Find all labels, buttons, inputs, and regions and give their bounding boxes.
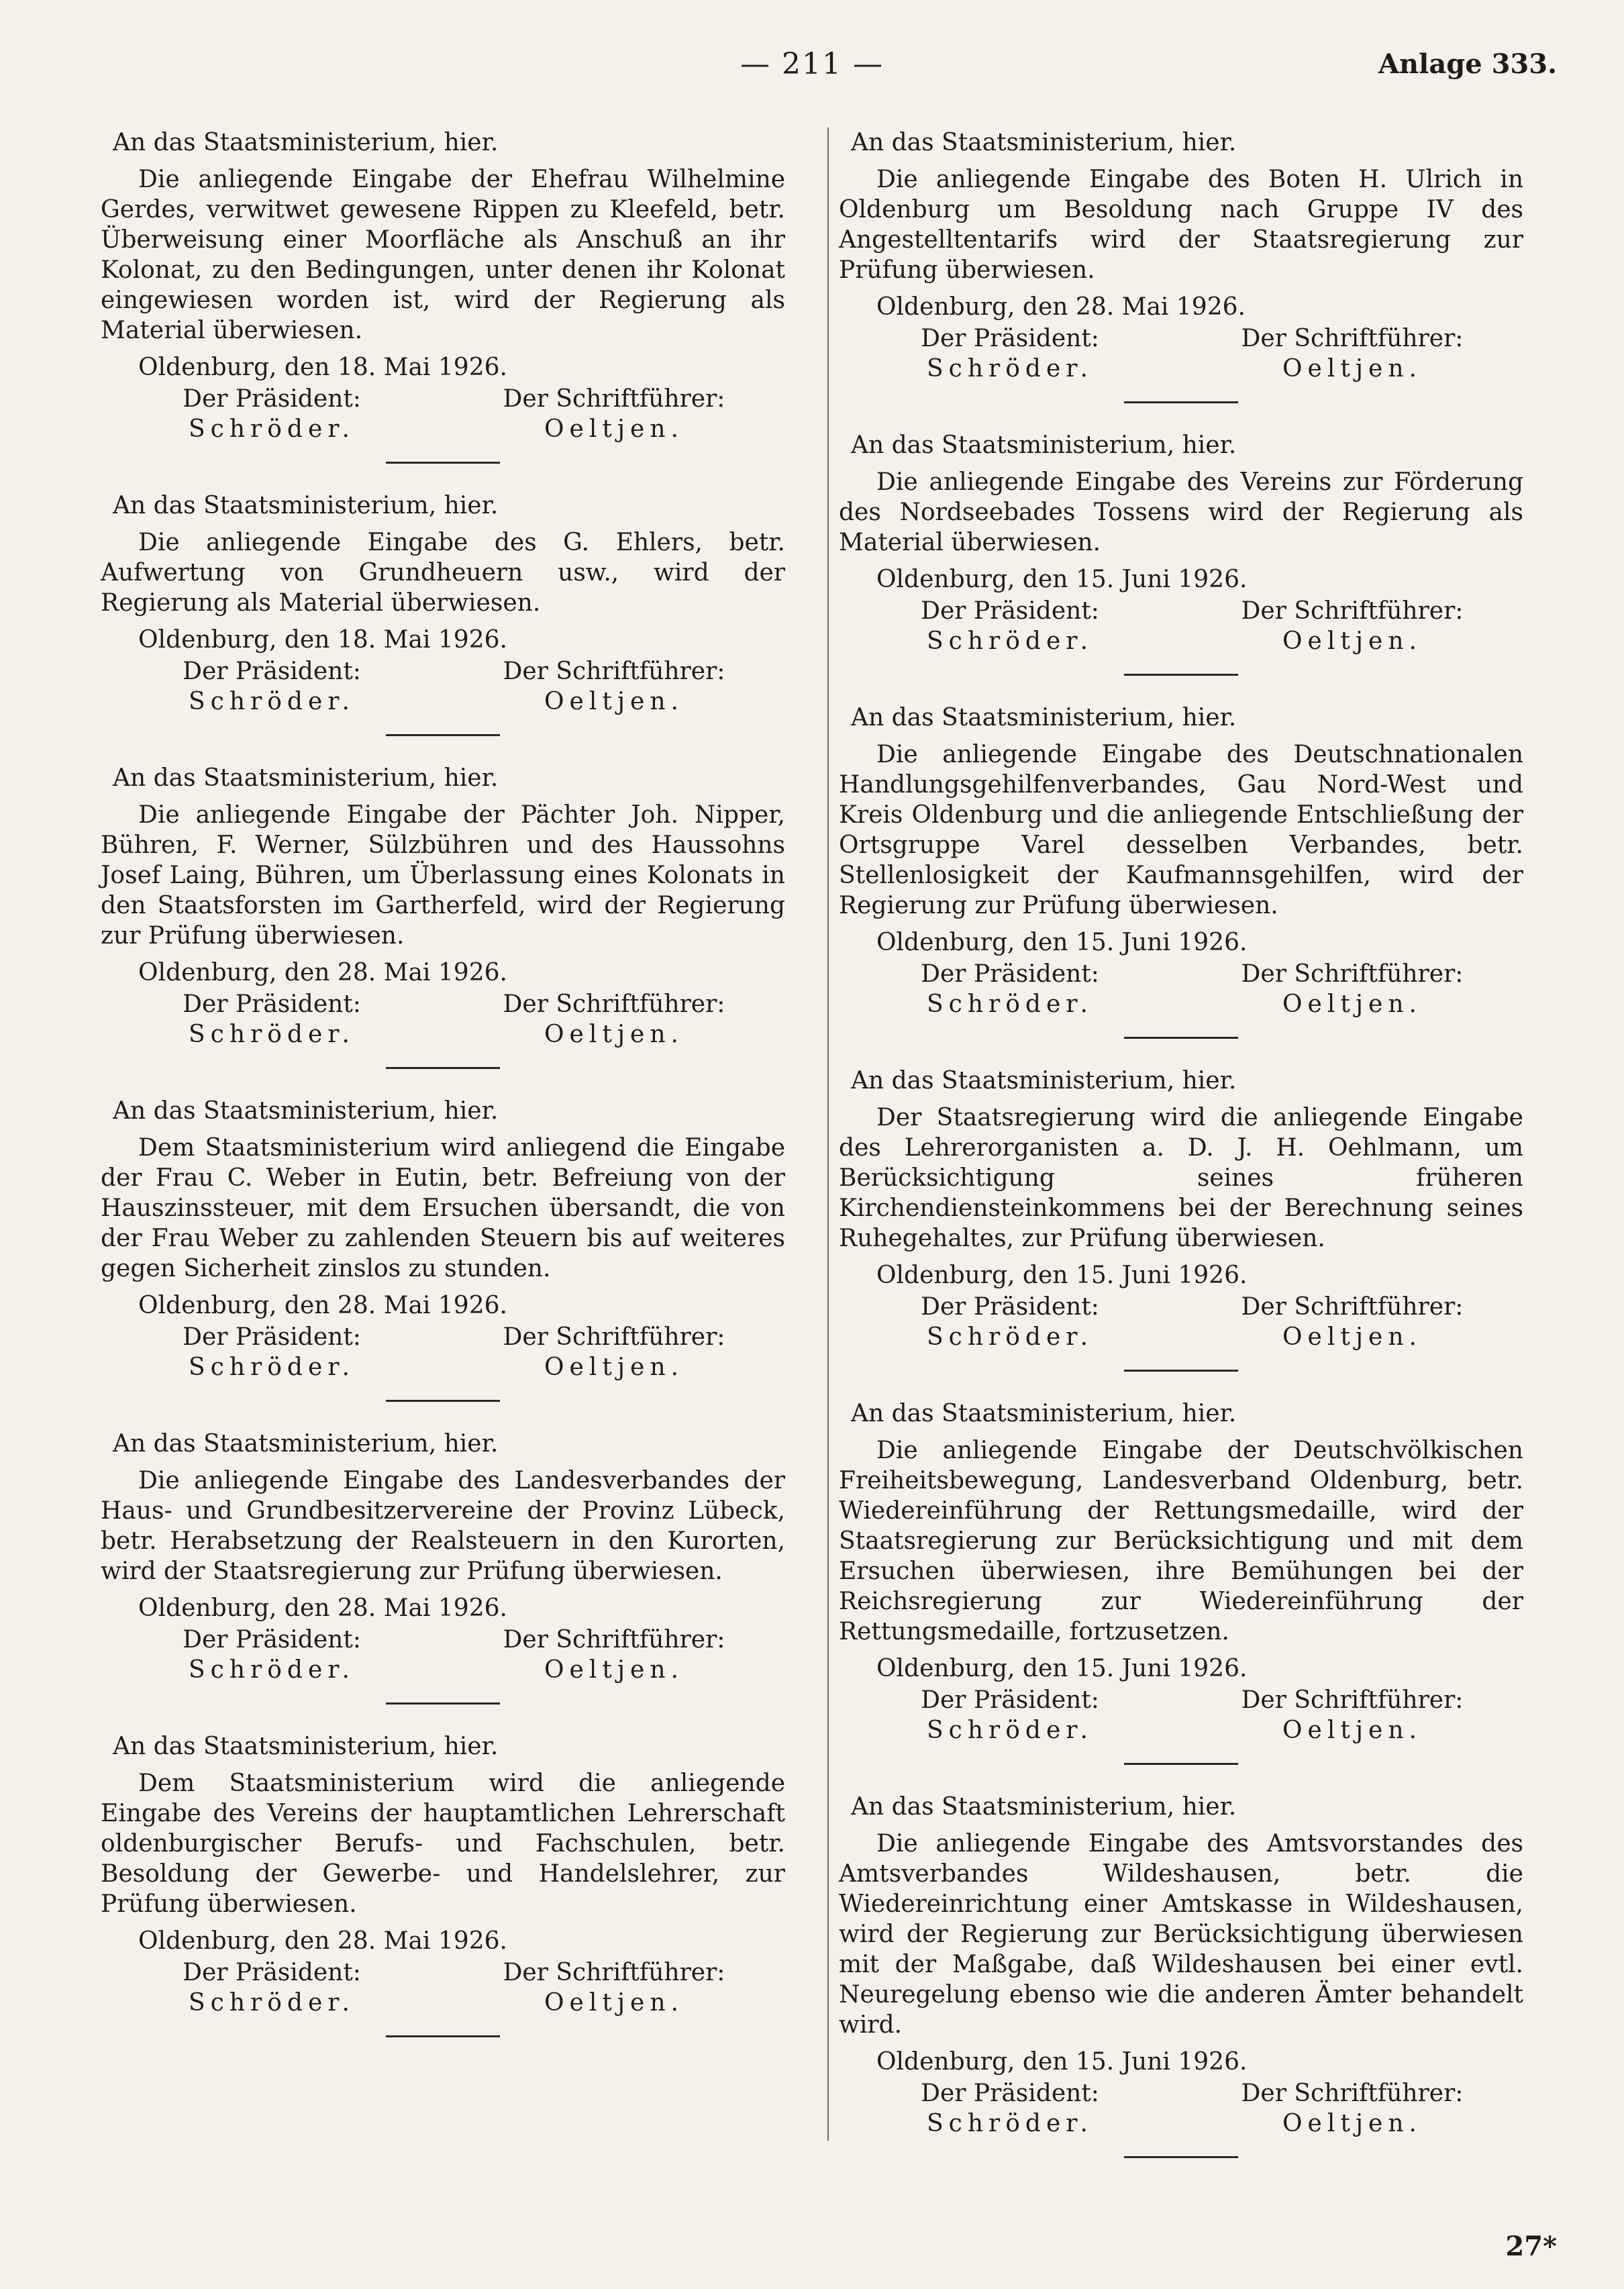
section-rule xyxy=(1124,674,1238,676)
secretary-name: Oeltjen. xyxy=(1282,355,1422,383)
entry-date: Oldenburg, den 18. Mai 1926. xyxy=(138,626,507,654)
secretary-name: Oeltjen. xyxy=(544,1021,684,1048)
president-label: Der Präsident: xyxy=(183,1323,361,1351)
entry-body: Dem Staatsministerium wird anliegend die Eingabe der Frau C. Weber in Eutin, betr. Befreiung von der Hauszinssteuer, mit dem Ersuchen übersandt, die von der Frau Weber zu zahlenden Steuern bis auf weiteres gegen Sicherheit zinslos zu stunden. xyxy=(101,1134,785,1282)
entry-date: Oldenburg, den 28. Mai 1926. xyxy=(138,1594,507,1622)
secretary-signature xyxy=(1181,1292,1523,1352)
president-label: Der Präsident: xyxy=(921,1686,1099,1714)
president-signature xyxy=(101,656,443,717)
entry-body: Dem Staatsministerium wird die anliegende Eingabe des Vereins der hauptamtlichen Lehrerschaft oldenburgischer Berufs- und Fachschulen, betr. Besoldung der Gewerbe- und Handelslehrer, zur Prüfung überwiesen. xyxy=(101,1770,785,1918)
president-signature xyxy=(839,1292,1181,1352)
president-signature xyxy=(101,1625,443,1685)
president-name: Schröder. xyxy=(927,2110,1093,2137)
signature-block xyxy=(839,1685,1523,1745)
signature-block xyxy=(101,1957,785,2018)
president-signature xyxy=(101,384,443,444)
secretary-label: Der Schriftführer: xyxy=(503,385,725,413)
secretary-label: Der Schriftführer: xyxy=(1241,960,1464,988)
entry-date: Oldenburg, den 18. Mai 1926. xyxy=(138,354,507,381)
section-rule xyxy=(386,1400,500,1402)
president-label: Der Präsident: xyxy=(921,325,1099,352)
entry-address: An das Staatsministerium, hier. xyxy=(851,129,1237,156)
entry-date: Oldenburg, den 28. Mai 1926. xyxy=(138,1292,507,1319)
secretary-label: Der Schriftführer: xyxy=(1241,325,1464,352)
president-signature xyxy=(101,1322,443,1382)
entry-date: Oldenburg, den 28. Mai 1926. xyxy=(138,959,507,986)
secretary-signature xyxy=(1181,959,1523,1019)
entry-date: Oldenburg, den 28. Mai 1926. xyxy=(138,1927,507,1955)
secretary-signature xyxy=(443,384,785,444)
president-signature xyxy=(101,1957,443,2018)
resolution-entry xyxy=(101,491,785,736)
section-rule xyxy=(386,1702,500,1705)
section-rule xyxy=(1124,1370,1238,1372)
president-name: Schröder. xyxy=(189,415,355,443)
president-label: Der Präsident: xyxy=(183,658,361,685)
entry-date: Oldenburg, den 15. Juni 1926. xyxy=(876,2048,1248,2076)
entry-address: An das Staatsministerium, hier. xyxy=(113,492,499,519)
entry-address: An das Staatsministerium, hier. xyxy=(113,129,499,156)
secretary-signature xyxy=(1181,1685,1523,1745)
secretary-signature xyxy=(1181,2078,1523,2139)
resolution-entry xyxy=(839,1792,1523,2158)
section-rule xyxy=(1124,1037,1238,1039)
secretary-signature xyxy=(443,1957,785,2018)
president-name: Schröder. xyxy=(189,1021,355,1048)
resolution-entry xyxy=(101,1731,785,2037)
secretary-label: Der Schriftführer: xyxy=(1241,1293,1464,1321)
president-name: Schröder. xyxy=(189,1989,355,2017)
entry-address: An das Staatsministerium, hier. xyxy=(113,764,499,792)
secretary-name: Oeltjen. xyxy=(544,688,684,715)
president-signature xyxy=(839,323,1181,384)
appendix-label: Anlage 333. xyxy=(1378,48,1557,80)
president-name: Schröder. xyxy=(927,1323,1093,1351)
secretary-label: Der Schriftführer: xyxy=(503,990,725,1018)
entry-date: Oldenburg, den 28. Mai 1926. xyxy=(876,293,1246,321)
secretary-label: Der Schriftführer: xyxy=(503,658,725,685)
entry-address: An das Staatsministerium, hier. xyxy=(113,1430,499,1458)
president-name: Schröder. xyxy=(927,355,1093,383)
signature-block xyxy=(101,989,785,1050)
entry-body: Der Staatsregierung wird die anliegende Eingabe des Lehrerorganisten a. D. J. H. Oehlmann, um Berücksichtigung seines früheren Kirchendiensteinkommens bei der Berechnung seines Ruhegehaltes, zur Prüfung überwiesen. xyxy=(839,1104,1523,1252)
entry-address: An das Staatsministerium, hier. xyxy=(851,1793,1237,1821)
secretary-label: Der Schriftführer: xyxy=(503,1323,725,1351)
president-signature xyxy=(839,2078,1181,2139)
section-rule xyxy=(1124,2156,1238,2158)
president-label: Der Präsident: xyxy=(921,2080,1099,2107)
resolution-entry xyxy=(101,763,785,1069)
section-rule xyxy=(386,2035,500,2037)
column-divider xyxy=(827,128,829,2141)
president-name: Schröder. xyxy=(927,627,1093,655)
signature-block xyxy=(101,384,785,444)
signature-block xyxy=(839,596,1523,656)
president-label: Der Präsident: xyxy=(921,960,1099,988)
entry-address: An das Staatsministerium, hier. xyxy=(113,1097,499,1125)
secretary-signature xyxy=(443,1322,785,1382)
signature-block xyxy=(839,2078,1523,2139)
president-signature xyxy=(839,1685,1181,1745)
president-name: Schröder. xyxy=(927,1717,1093,1744)
secretary-label: Der Schriftführer: xyxy=(1241,597,1464,625)
president-label: Der Präsident: xyxy=(921,1293,1099,1321)
secretary-label: Der Schriftführer: xyxy=(503,1626,725,1654)
section-rule xyxy=(386,462,500,464)
secretary-name: Oeltjen. xyxy=(1282,2110,1422,2137)
signature-block xyxy=(839,323,1523,384)
secretary-signature xyxy=(1181,323,1523,384)
secretary-label: Der Schriftführer: xyxy=(1241,1686,1464,1714)
entry-address: An das Staatsministerium, hier. xyxy=(113,1733,499,1760)
secretary-label: Der Schriftführer: xyxy=(1241,2080,1464,2107)
resolution-entry xyxy=(101,128,785,464)
entry-body: Die anliegende Eingabe des Landesverbandes der Haus- und Grundbesitzervereine der Provinz Lübeck, betr. Herabsetzung der Realsteuern in den Kurorten, wird der Staatsregierung zur Prüfung überwiesen. xyxy=(101,1467,785,1585)
entry-date: Oldenburg, den 15. Juni 1926. xyxy=(876,566,1248,593)
section-rule xyxy=(1124,401,1238,403)
entry-address: An das Staatsministerium, hier. xyxy=(851,1067,1237,1095)
president-label: Der Präsident: xyxy=(921,597,1099,625)
secretary-signature xyxy=(443,989,785,1050)
resolution-entry xyxy=(101,1096,785,1402)
secretary-signature xyxy=(443,1625,785,1685)
president-name: Schröder. xyxy=(189,688,355,715)
resolution-entry xyxy=(101,1429,785,1705)
entry-date: Oldenburg, den 15. Juni 1926. xyxy=(876,929,1248,956)
right-column xyxy=(839,128,1523,2185)
secretary-signature xyxy=(1181,596,1523,656)
entry-body: Die anliegende Eingabe der Pächter Joh. Nipper, Bühren, F. Werner, Sülzbühren und des Haussohns Josef Laing, Bühren, um Überlassung eines Kolonats in den Staatsforsten im Gartherfeld, wird der Regierung zur Prüfung überwiesen. xyxy=(101,801,785,950)
president-name: Schröder. xyxy=(189,1354,355,1381)
signature-block xyxy=(101,656,785,717)
president-label: Der Präsident: xyxy=(183,1626,361,1654)
signature-block xyxy=(839,959,1523,1019)
entry-body: Die anliegende Eingabe des Amtsvorstandes des Amtsverbandes Wildeshausen, betr. die Wiedereinrichtung einer Amtskasse in Wildeshausen, wird der Regierung zur Berücksichtigung überwiesen mit der Maßgabe, daß Wildeshausen bei einer evtl. Neuregelung ebenso wie die anderen Ämter behandelt wird. xyxy=(839,1830,1523,2039)
signature-block xyxy=(839,1292,1523,1352)
entry-body: Die anliegende Eingabe des Vereins zur Förderung des Nordseebades Tossens wird der Regierung als Material überwiesen. xyxy=(839,468,1523,556)
section-rule xyxy=(386,734,500,736)
resolution-entry xyxy=(839,430,1523,676)
entry-body: Die anliegende Eingabe der Deutschvölkischen Freiheitsbewegung, Landesverband Oldenburg, betr. Wiedereinführung der Rettungsmedaille, wird der Staatsregierung zur Berücksichtigung und mit dem Ersuchen überwiesen, ihre Bemühungen bei der Reichsregierung zur Wiedereinführung der Rettungsmedaille, fortzusetzen. xyxy=(839,1437,1523,1645)
president-name: Schröder. xyxy=(189,1656,355,1684)
president-label: Der Präsident: xyxy=(183,385,361,413)
entry-address: An das Staatsministerium, hier. xyxy=(851,704,1237,731)
secretary-signature xyxy=(443,656,785,717)
secretary-name: Oeltjen. xyxy=(1282,1323,1422,1351)
entry-address: An das Staatsministerium, hier. xyxy=(851,1400,1237,1427)
secretary-name: Oeltjen. xyxy=(1282,1717,1422,1744)
entry-address: An das Staatsministerium, hier. xyxy=(851,431,1237,459)
section-rule xyxy=(386,1067,500,1069)
resolution-entry xyxy=(839,703,1523,1039)
entry-body: Die anliegende Eingabe der Ehefrau Wilhelmine Gerdes, verwitwet gewesene Rippen zu Kleefeld, betr. Überweisung einer Moorfläche als Anschuß an ihr Kolonat, zu den Bedingungen, unter denen ihr Kolonat eingewiesen worden ist, wird der Regierung als Material überwiesen. xyxy=(101,166,785,344)
signature-folio: 27* xyxy=(1505,2231,1557,2262)
resolution-entry xyxy=(839,1066,1523,1372)
left-column xyxy=(101,128,785,2064)
secretary-name: Oeltjen. xyxy=(544,1656,684,1684)
resolution-entry xyxy=(839,1398,1523,1765)
president-label: Der Präsident: xyxy=(183,990,361,1018)
entry-date: Oldenburg, den 15. Juni 1926. xyxy=(876,1655,1248,1682)
entry-body: Die anliegende Eingabe des Boten H. Ulrich in Oldenburg um Besoldung nach Gruppe IV des Angestelltentarifs wird der Staatsregierung zur Prüfung überwiesen. xyxy=(839,166,1523,284)
secretary-name: Oeltjen. xyxy=(544,1354,684,1381)
entry-date: Oldenburg, den 15. Juni 1926. xyxy=(876,1262,1248,1289)
president-signature xyxy=(839,596,1181,656)
entry-body: Die anliegende Eingabe des G. Ehlers, betr. Aufwertung von Grundheuern usw., wird der Regierung als Material überwiesen. xyxy=(101,529,785,617)
secretary-name: Oeltjen. xyxy=(544,1989,684,2017)
president-label: Der Präsident: xyxy=(183,1959,361,1986)
secretary-name: Oeltjen. xyxy=(1282,990,1422,1018)
president-signature xyxy=(101,989,443,1050)
page-number: — 211 — xyxy=(740,47,884,81)
secretary-name: Oeltjen. xyxy=(1282,627,1422,655)
entry-body: Die anliegende Eingabe des Deutschnationalen Handlungsgehilfenverbandes, Gau Nord-West und Kreis Oldenburg und die anliegende Entschließung der Ortsgruppe Varel desselben Verbandes, betr. Stellenlosigkeit der Kaufmannsgehilfen, wird der Regierung zur Prüfung überwiesen. xyxy=(839,741,1523,919)
resolution-entry xyxy=(839,128,1523,403)
president-signature xyxy=(839,959,1181,1019)
section-rule xyxy=(1124,1763,1238,1765)
president-name: Schröder. xyxy=(927,990,1093,1018)
secretary-label: Der Schriftführer: xyxy=(503,1959,725,1986)
signature-block xyxy=(101,1625,785,1685)
secretary-name: Oeltjen. xyxy=(544,415,684,443)
signature-block xyxy=(101,1322,785,1382)
